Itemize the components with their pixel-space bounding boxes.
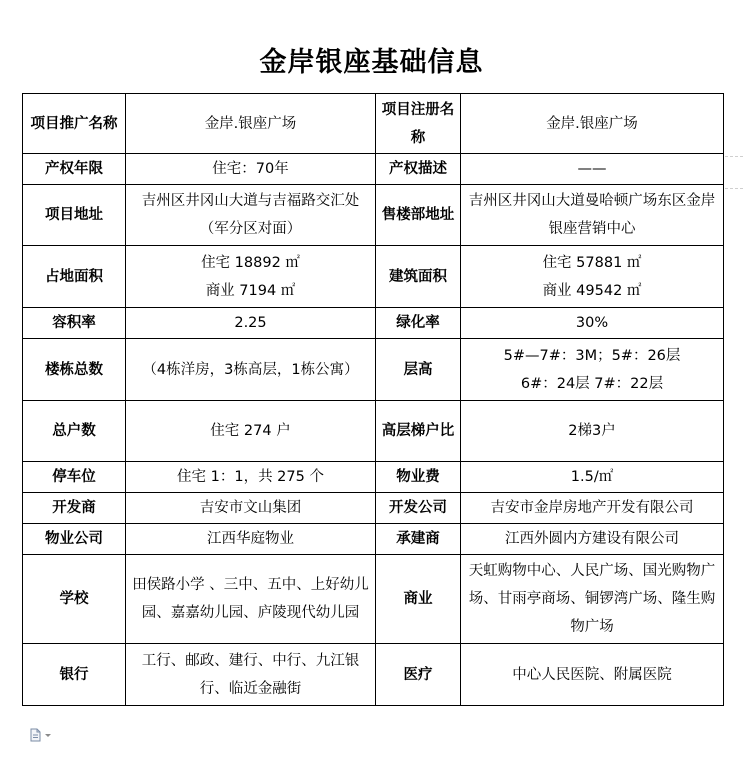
value-cell: 2梯3户 bbox=[461, 401, 724, 462]
value-cell: 工行、邮政、建行、中行、九江银行、临近金融街 bbox=[126, 644, 376, 706]
label-cell: 绿化率 bbox=[376, 308, 461, 339]
value-line: 住宅 57881 ㎡ bbox=[542, 254, 642, 271]
table-row bbox=[23, 154, 724, 185]
label-cell: 开发商 bbox=[23, 493, 126, 524]
value-cell: 2.25 bbox=[126, 308, 376, 339]
label-cell: 高层梯户比 bbox=[376, 401, 461, 462]
value-line: 商业 49542 ㎡ bbox=[542, 282, 642, 299]
table-row bbox=[23, 401, 724, 462]
label-cell: 医疗 bbox=[376, 644, 461, 706]
label-cell: 产权描述 bbox=[376, 154, 461, 185]
label-cell: 楼栋总数 bbox=[23, 339, 126, 401]
table-row bbox=[23, 644, 724, 706]
table-row bbox=[23, 555, 724, 644]
value-cell: —— bbox=[461, 154, 724, 185]
value-cell: 天虹购物中心、人民广场、国光购物广场、甘雨亭商场、铜锣湾广场、隆生购物广场 bbox=[461, 555, 724, 644]
value-cell: 田侯路小学 、三中、五中、上好幼儿园、嘉嘉幼儿园、庐陵现代幼儿园 bbox=[126, 555, 376, 644]
table-row bbox=[23, 94, 724, 154]
value-cell: 30% bbox=[461, 308, 724, 339]
value-line: 住宅 18892 ㎡ bbox=[201, 254, 300, 271]
paste-options-icon[interactable] bbox=[30, 727, 54, 746]
label-cell: 商业 bbox=[376, 555, 461, 644]
label-cell: 物业费 bbox=[376, 462, 461, 493]
label-cell: 停车位 bbox=[23, 462, 126, 493]
value-cell: 住宅 1：1，共 275 个 bbox=[126, 462, 376, 493]
value-line: 商业 7194 ㎡ bbox=[205, 282, 296, 299]
value-cell: 吉州区井冈山大道曼哈顿广场东区金岸银座营销中心 bbox=[461, 185, 724, 246]
label-cell: 总户数 bbox=[23, 401, 126, 462]
label-cell: 银行 bbox=[23, 644, 126, 706]
value-cell: 住宅 274 户 bbox=[126, 401, 376, 462]
value-cell: 1.5/㎡ bbox=[461, 462, 724, 493]
label-cell: 建筑面积 bbox=[376, 246, 461, 308]
value-cell: 吉州区井冈山大道与吉福路交汇处（军分区对面） bbox=[126, 185, 376, 246]
label-cell: 开发公司 bbox=[376, 493, 461, 524]
value-cell: 吉安市金岸房地产开发有限公司 bbox=[461, 493, 724, 524]
label-cell: 层高 bbox=[376, 339, 461, 401]
table-row bbox=[23, 524, 724, 555]
label-cell: 产权年限 bbox=[23, 154, 126, 185]
label-cell: 项目推广名称 bbox=[23, 94, 126, 154]
value-cell bbox=[126, 246, 376, 308]
value-cell: 住宅：70年 bbox=[126, 154, 376, 185]
label-cell: 容积率 bbox=[23, 308, 126, 339]
label-cell: 物业公司 bbox=[23, 524, 126, 555]
label-cell: 承建商 bbox=[376, 524, 461, 555]
value-cell: 金岸.银座广场 bbox=[461, 94, 724, 154]
table-row bbox=[23, 339, 724, 401]
value-cell: 中心人民医院、附属医院 bbox=[461, 644, 724, 706]
label-cell: 学校 bbox=[23, 555, 126, 644]
table-row bbox=[23, 185, 724, 246]
table-row bbox=[23, 246, 724, 308]
value-cell: 吉安市文山集团 bbox=[126, 493, 376, 524]
label-cell: 售楼部地址 bbox=[376, 185, 461, 246]
value-cell: （4栋洋房，3栋高层，1栋公寓） bbox=[126, 339, 376, 401]
value-cell: 江西外圆内方建设有限公司 bbox=[461, 524, 724, 555]
label-cell: 项目注册名称 bbox=[376, 94, 461, 154]
label-cell: 项目地址 bbox=[23, 185, 126, 246]
value-line: 5#—7#：3M；5#：26层 bbox=[503, 347, 681, 364]
margin-dash-mark bbox=[725, 188, 743, 189]
value-line: 6#：24层 7#：22层 bbox=[520, 375, 664, 392]
value-cell: 金岸.银座广场 bbox=[126, 94, 376, 154]
info-table bbox=[22, 93, 724, 706]
value-cell: 江西华庭物业 bbox=[126, 524, 376, 555]
table-row bbox=[23, 308, 724, 339]
table-row bbox=[23, 493, 724, 524]
margin-dash-mark bbox=[725, 156, 743, 157]
value-cell bbox=[461, 246, 724, 308]
table-row bbox=[23, 462, 724, 493]
page-title: 金岸银座基础信息 bbox=[259, 47, 484, 78]
label-cell: 占地面积 bbox=[23, 246, 126, 308]
value-cell bbox=[461, 339, 724, 401]
